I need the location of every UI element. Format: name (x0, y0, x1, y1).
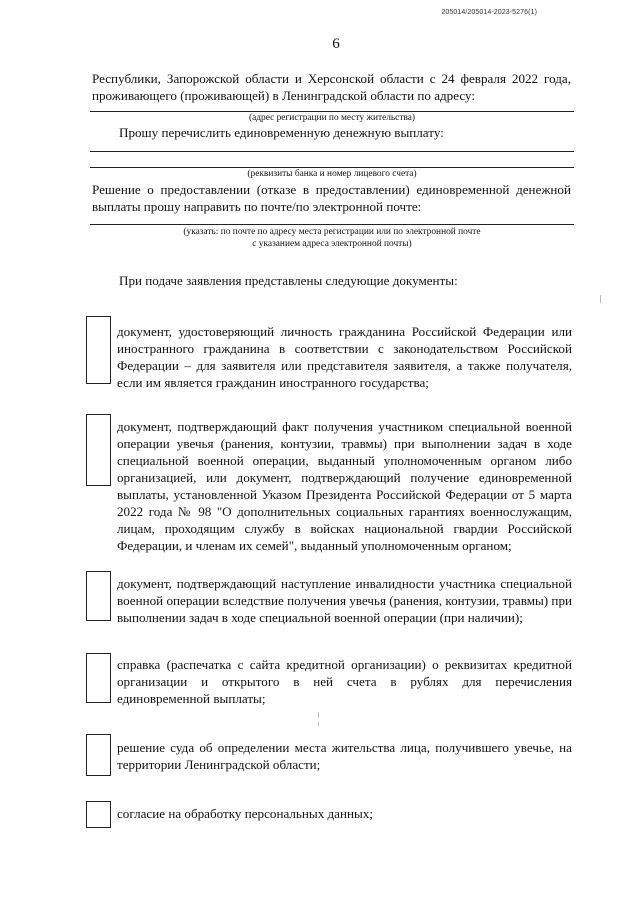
delivery-caption-line-1: (указать: по почте по адресу места регистрации или по электронной почте (183, 227, 481, 237)
document-item-court-decision: решение суда об определении места жительства лица, получившего увечье, на территории Ленинградской области; (117, 740, 572, 772)
decision-paragraph: Решение о предоставлении (отказе в предоставлении) единовременной денежной выплаты прошу направить по почте/по электронной почте: (92, 182, 571, 214)
payment-request-text: Прошу перечислить единовременную денежную выплату: (119, 125, 444, 140)
document-checkbox-bank-statement[interactable] (86, 653, 111, 703)
residence-paragraph: Республики, Запорожской области и Херсонской области с 24 февраля 2022 года, проживающего (проживающей) в Ленинградской области по адресу: (92, 71, 571, 103)
document-checkbox-court-decision[interactable] (86, 734, 111, 776)
scan-speck (318, 722, 319, 726)
documents-intro: При подаче заявления представлены следующие документы: (119, 273, 458, 288)
document-id: 205014/205014-2023-5276(1) (441, 9, 537, 16)
document-checkbox-disability[interactable] (86, 571, 111, 621)
delivery-method-line (90, 224, 574, 225)
document-item-identity: документ, удостоверяющий личность гражданина Российской Федерации или иностранного гражданина в соответствии с законодательством Российской Федерации – для заявителя или представителя заявителя, а также получателя, если им является гражданин иностранного государства; (117, 324, 572, 390)
document-checkbox-consent[interactable] (86, 801, 111, 828)
document-item-bank-statement: справка (распечатка с сайта кредитной организации) о реквизитах кредитной организации и открытого в ней счета в рублях для перечисления единовременной выплаты; (117, 657, 572, 706)
scan-speck (318, 712, 319, 718)
page-number: 6 (332, 36, 340, 52)
residence-caption: (адрес регистрации по месту жительства) (248, 113, 416, 123)
document-checkbox-injury[interactable] (86, 414, 111, 486)
scan-speck (600, 295, 601, 303)
bank-details-line-1 (90, 151, 574, 152)
document-item-injury: документ, подтверждающий факт получения участником специальной военной операции увечья (ранения, контузии, травмы) при выполнении задач в ходе специальной военной операции, выданный уполномоченным органом либо организацией, или документ, подтверждающий получение единовременной выплаты, установленной Указом Президента Российской Федерации от 5 марта 2022 года № 98 "О дополнительных социальных гарантиях военнослужащим, лицам, проходящим службу в войсках национальной гвардии Российской Федерации, и членам их семей", выданный уполномоченным органом; (117, 419, 572, 553)
document-item-disability: документ, подтверждающий наступление инвалидности участника специальной военной операции вследствие получения увечья (ранения, контузии, травмы) при выполнении задач в ходе специальной военной операции (при наличии); (117, 576, 572, 625)
bank-details-caption: (реквизиты банка и номер лицевого счета) (247, 169, 417, 179)
document-item-consent: согласие на обработку персональных данных; (117, 806, 373, 821)
document-checkbox-identity[interactable] (86, 316, 111, 384)
delivery-caption-line-2: с указанием адреса электронной почты) (252, 239, 412, 249)
